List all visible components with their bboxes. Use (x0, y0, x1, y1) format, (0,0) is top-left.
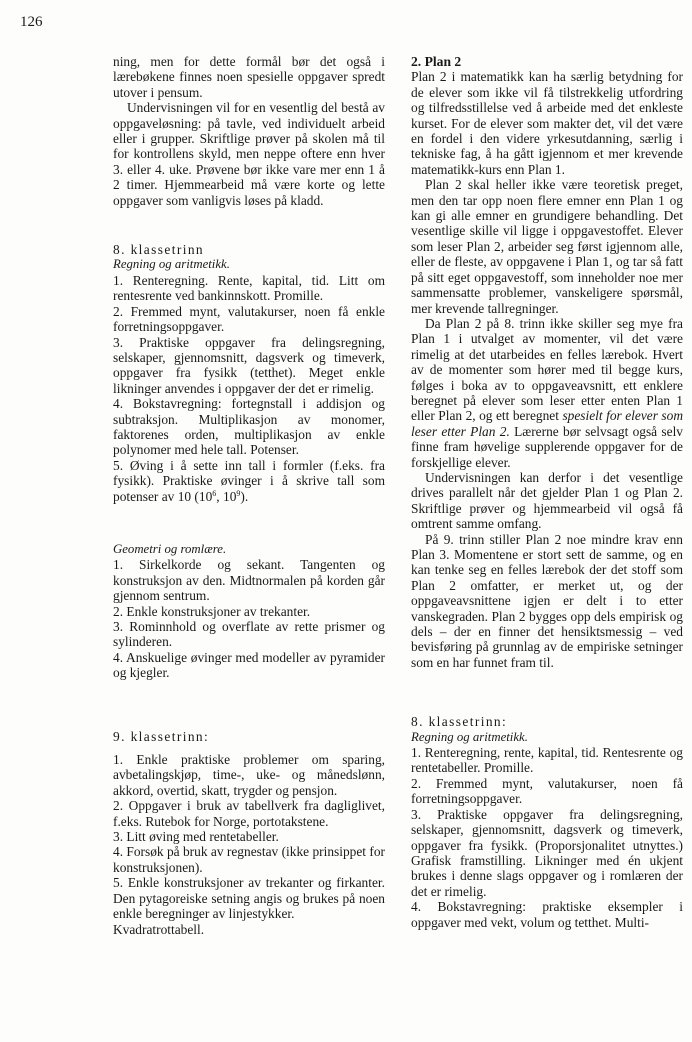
list-item: 1. Sirkelkorde og sekant. Tangenten og konstruksjon av den. Midtnormalen på korden går gjennom sentrum. (113, 557, 385, 604)
paragraph: ning, men for dette formål bør det også i lærebøkene finnes noen spesielle oppgaver spredt utover i pensum. (113, 54, 385, 100)
paragraph: På 9. trinn stiller Plan 2 noe mindre krav enn Plan 3. Momentene er stort sett de samme, og en kan tenke seg en felles lærebok der det stoff som Plan 2 omfatter, er merket ut, og der oppgaveavsnittene igjen er delt i to etter vanskegraden. Plan 2 bygges opp dels empirisk og dels – der en finner det hensiktsmessig – ved bevisføring på grunnlag av de empiriske setninger som en har funnet fram til. (411, 531, 683, 670)
list-item: Kvadratrottabell. (113, 921, 205, 937)
list-item: 3. Praktiske oppgaver fra delingsregning, selskaper, gjennomsnitt, dagsverk og timeverk, oppgaver fra fysikk. (Proporsjonalitet utnyttes.) Grafisk framstilling. Likninger med én ukjent brukes i denne slags oppgaver og i romlæren der det er rimelig. (411, 806, 683, 899)
list-item: 4. Forsøk på bruk av regnestav (ikke prinsippet for konstruksjonen). (113, 844, 385, 875)
list-item-text: , 10 (216, 488, 237, 504)
paragraph: Plan 2 skal heller ikke være teoretisk preget, men den tar opp noen flere emner enn Plan 1 og kan gi alle emner en grundigere behandling. Det vesentlige skille vil ligge i oppgavestoffet. Elever som leser Plan 2, arbeider seg først igjennom alle, eller de fleste, av oppgavene i Plan 1, og tar så fatt på sitt eget oppgavestoff, som inneholder noe mer sammensatte problemer, vanskeligere spørsmål, mer krevende tallregninger. (411, 177, 683, 316)
superscript: 6 (212, 488, 217, 498)
paragraph: Plan 2 i matematikk kan ha særlig betydning for de elever som ikke vil få tilstrekkelig utfordring og tilfredsstillelse ved å arbeide med det enkleste kurset. For de elever som makter det, vil det være en fordel i den videre yrkesutdanning, særlig i tekniske fag, å ha gått igjennom et mer krevende matematikk-kurs enn Plan 1. (411, 69, 683, 177)
subsection-heading: Geometri og romlære. (113, 541, 227, 556)
list-item: 4. Anskuelige øvinger med modeller av pyramider og kjegler. (113, 649, 385, 681)
right-column (411, 54, 683, 930)
list-item: 5. Enkle konstruksjoner av trekanter og firkanter. Den pytagoreiske setning angis og brukes på noen enkle beregninger av linjestykker. (113, 875, 385, 922)
list-item: 2. Fremmed mynt, valutakurser, noen få forretningsoppgaver. (411, 775, 683, 807)
list-item (113, 458, 385, 504)
list-item: 1. Enkle praktiske problemer om sparing, avbetalingskjøp, time-, uke- og månedslønn, akkord, overtid, skatt, trygder og pensjon. (113, 752, 385, 798)
paragraph: Undervisningen kan derfor i det vesentlige drives parallelt når det gjelder Plan 1 og Plan 2. Skriftlige prøver og hjemmearbeid vil også få omtrent samme omfang. (411, 469, 683, 532)
list-item: 4. Bokstavregning: praktiske eksempler i oppgaver med vekt, volum og tetthet. Multi- (411, 899, 683, 930)
paragraph: Undervisningen vil for en vesentlig del bestå av oppgaveløsning: på tavle, ved individuelt arbeid eller i grupper. Skriftlige prøver på skolen må til for kontrollens skyld, men neppe oftere enn hver 3. eller 4. uke. Prøvene bør ikke vare mer enn 1 å 2 timer. Hjemmearbeid må være korte og lette oppgaver som vanligvis løses på kladd. (113, 100, 385, 208)
list-item: 2. Oppgaver i bruk av tabellverk fra dagliglivet, f.eks. Rutebok for Norge, portotakstene. (113, 798, 385, 829)
subsection-heading: Regning og aritmetikk. (411, 729, 528, 744)
section-heading-grade-8: 8. klassetrinn: (411, 714, 508, 730)
superscript: 9 (236, 488, 241, 498)
page-number: 126 (20, 14, 43, 30)
list-item-text: ). (240, 488, 249, 504)
section-heading-grade-8: 8. klassetrinn (113, 242, 205, 258)
list-item: 3. Rominnhold og overflate av rette prismer og sylinderen. (113, 619, 385, 650)
list-item: 2. Fremmed mynt, valutakurser, noen få enkle forretningsoppgaver. (113, 303, 385, 335)
section-heading: 2. Plan 2 (411, 54, 462, 69)
list-item: 4. Bokstavregning: fortegnstall i addisjon og subtraksjon. Multiplikasjon av monomer, faktorenes orden, multiplikasjon av enkle polynomer med hele tall. Potenser. (113, 396, 385, 458)
subsection-heading: Regning og aritmetikk. (113, 257, 230, 272)
list-item: 1. Renteregning. Rente, kapital, tid. Litt om rentesrente ved bankinnskott. Promille. (113, 272, 385, 304)
list-item-text: 5. Øving i å sette inn tall i formler (f.eks. fra fysikk). Praktiske øvinger i å skrive tall som potenser av 10 (10 (113, 457, 385, 504)
paragraph-text: Da Plan 2 på 8. trinn ikke skiller seg mye fra Plan 1 i utvalget av momenter, vil det være rimelig at det utarbeides en felles lærebok. Hvert av de momenter som hører med til begge kurs, følges i boka av to oppgaveavsnitt, ett enklere beregnet på elever som leser etter enten Plan 1 eller Plan 2, og ett beregnet (411, 315, 683, 424)
emphasis-text: spesielt for elever som leser etter Plan 2. (411, 408, 683, 439)
section-heading-grade-9: 9. klassetrinn: (113, 728, 210, 744)
paragraph-text: Lærerne bør selvsagt også selv finne fram høvelige supplerende oppgaver for de forskjellige elever. (411, 423, 683, 470)
left-column (113, 54, 385, 937)
list-item: 1. Renteregning, rente, kapital, tid. Rentesrente og rentetabeller. Promille. (411, 745, 683, 776)
paragraph (411, 316, 683, 470)
list-item: 2. Enkle konstruksjoner av trekanter. (113, 603, 311, 619)
list-item: 3. Litt øving med rentetabeller. (113, 829, 279, 845)
list-item: 3. Praktiske oppgaver fra delingsregning, selskaper, gjennomsnitt, dagsverk og timeverk, oppgaver fra fysikk (tetthet). Meget enkle likninger anvendes i oppgaver der det er rimelig. (113, 334, 385, 396)
